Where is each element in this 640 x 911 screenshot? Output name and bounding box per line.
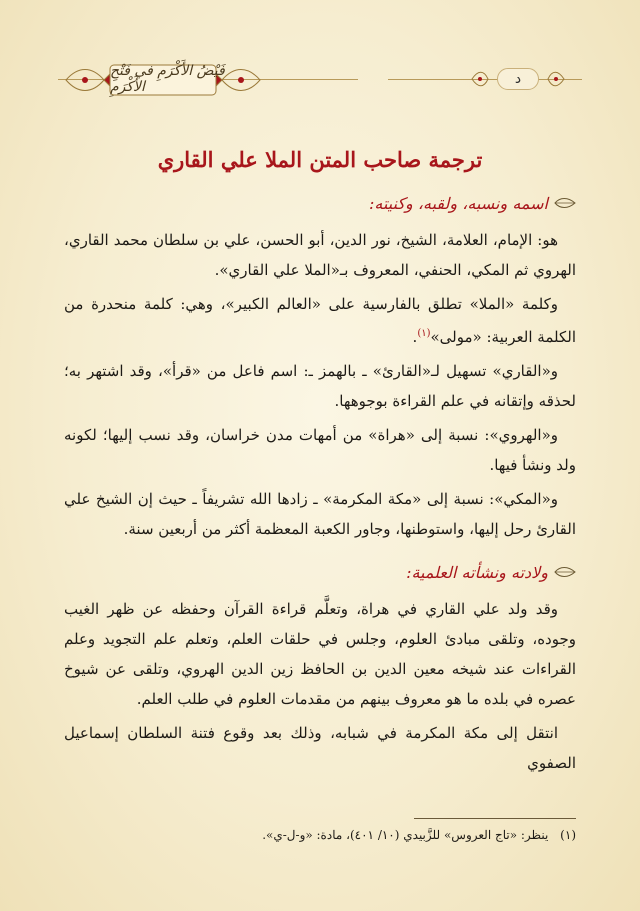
paragraph: وقد ولد علي القاري في هراة، وتعلَّم قراءة القرآن وحفظه عن ظهر الغيب وجوده، وتلقى مبادئ العلوم، وجلس في حلقات العلم، وتعلم علم التجويد وعلم القراءات عند شيخه معين الدين بن الحافظ زين الدين الهروي، وتلقى عن شيوخ عصره في بلده ما هو معروف بينهم من مقدمات العلوم في طلب العلم. — [64, 600, 576, 708]
section-heading-text: اسمه ونسبه، ولقبه، وكنيته: — [368, 193, 548, 213]
section-heading-birth — [64, 558, 576, 586]
footnote — [64, 826, 576, 844]
footnote-number: (١) — [560, 828, 576, 842]
page-number: د — [497, 68, 539, 90]
paragraph: انتقل إلى مكة المكرمة في شبابه، وذلك بعد وقوع فتنة السلطان إسماعيل الصفوي — [64, 724, 576, 772]
section-heading-name — [64, 189, 576, 217]
footnote-divider — [414, 818, 576, 819]
page-title: ترجمة صاحب المتن الملا علي القاري — [157, 147, 483, 172]
leaf-icon — [554, 565, 576, 579]
leaf-icon — [554, 196, 576, 210]
paragraph: و«الهروي»: نسبة إلى «هراة» من أمهات مدن خراسان، وقد نسب إليها؛ لكونه ولد ونشأ فيها. — [64, 426, 576, 474]
page-header — [58, 60, 582, 100]
paragraph: هو: الإمام، العلامة، الشيخ، نور الدين، أبو الحسن، علي بن سلطان محمد القاري، الهروي ثم المكي، الحنفي، المعروف بـ«الملا علي القاري». — [64, 231, 576, 279]
page-number-box — [482, 66, 554, 92]
book-title: فَيْضُ الأَكْرَمِ في فَتْحِ الأَكْرَمِ — [110, 63, 225, 95]
footnote-ref[interactable]: (١) — [417, 328, 431, 339]
paragraph: و«القاري» تسهيل لـ«القارئ» ـ بالهمز ـ: اسم فاعل من «قرأ»، وقد اشتهر به؛ لحذقه وإتقانه في علم القراءة بوجوهها. — [64, 362, 576, 410]
paragraph: و«المكي»: نسبة إلى «مكة المكرمة» ـ زادها الله تشريفاً ـ حيث إن الشيخ علي القارئ رحل إليها، واستوطنها، وجاور الكعبة المعظمة أكثر من أربعين سنة. — [64, 490, 576, 538]
main-content — [64, 145, 576, 778]
paragraph-text: وكلمة «الملا» تطلق بالفارسية على «العالم الكبير»، وهي: كلمة منحدرة من الكلمة العربية: «مولى» — [64, 295, 576, 346]
paragraph: وكلمة «الملا» تطلق بالفارسية على «العالم الكبير»، وهي: كلمة منحدرة من الكلمة العربية: «مولى»$^{(١)}$. — [64, 295, 576, 346]
footnote-text: ينظر: «تاج العروس» للزَّبيدي (١٠/ ٤٠١)، مادة: «و-ل-ي». — [262, 828, 549, 842]
section-heading-text: ولادته ونشأته العلمية: — [406, 562, 548, 582]
